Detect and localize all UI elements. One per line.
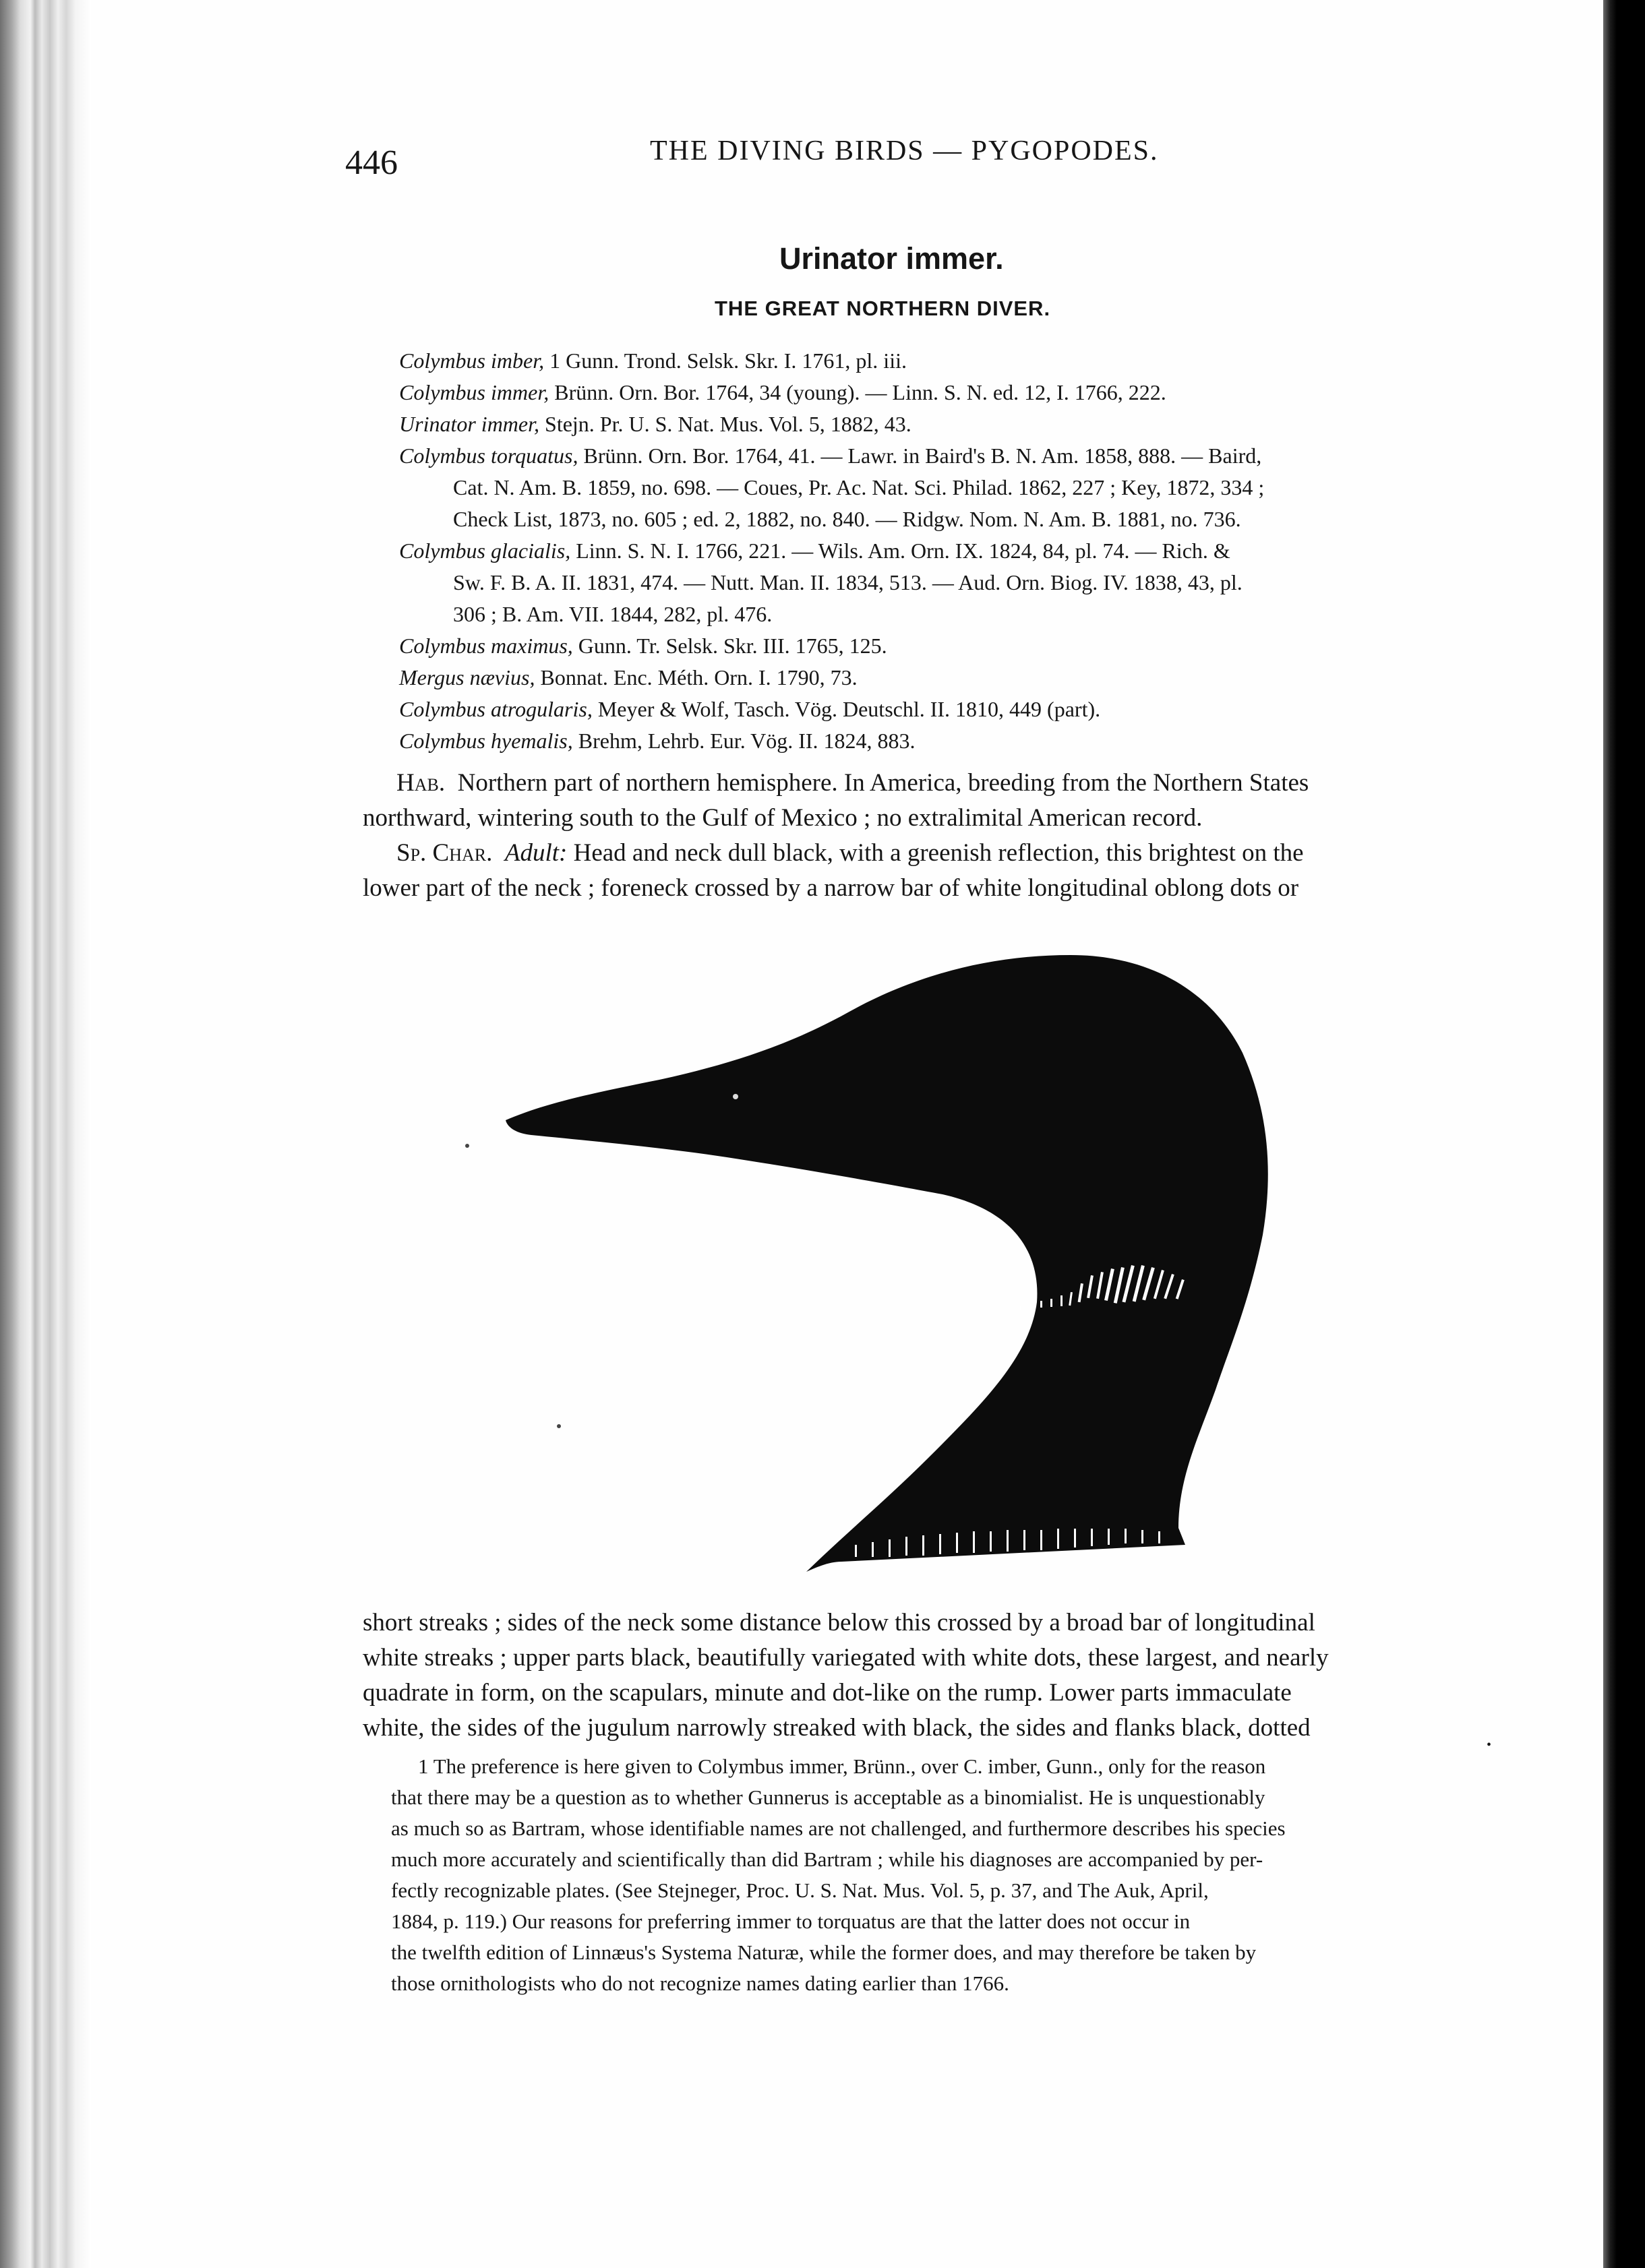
- stray-mark: [557, 1424, 561, 1428]
- characters-sublabel: Adult:: [504, 839, 568, 867]
- footnote-line: the twelfth edition of Linnæus's Systema Naturæ, while the former does, and may therefore be taken by: [391, 1940, 1257, 1964]
- synonymy-entry: Urinator immer, Stejn. Pr. U. S. Nat. Mus. Vol. 5, 1882, 43.: [399, 412, 911, 436]
- characters-line: white, the sides of the jugulum narrowly streaked with black, the sides and flanks black, dotted: [363, 1714, 1311, 1742]
- characters-label: Sp. Char.: [396, 839, 493, 867]
- loon-head-illustration: [504, 952, 1367, 1572]
- footnote-line: 1 The preference is here given to Colymbus immer, Brünn., over C. imber, Gunn., only for the reason: [418, 1754, 1266, 1778]
- synonymy-continuation: Check List, 1873, no. 605 ; ed. 2, 1882, no. 840. — Ridgw. Nom. N. Am. B. 1881, no. 736.: [453, 507, 1241, 531]
- synonymy-entry: Colymbus hyemalis, Brehm, Lehrb. Eur. Vög. II. 1824, 883.: [399, 729, 916, 753]
- species-scientific-name: Urinator immer.: [779, 241, 1004, 276]
- synonymy-entry: Colymbus maximus, Gunn. Tr. Selsk. Skr. III. 1765, 125.: [399, 634, 887, 658]
- stray-mark: •: [1487, 1738, 1492, 1752]
- running-head: THE DIVING BIRDS — PYGOPODES.: [650, 135, 1159, 166]
- footnote-line: much more accurately and scientifically than did Bartram ; while his diagnoses are accompanied by per-: [391, 1847, 1263, 1871]
- footnote-line: that there may be a question as to whether Gunnerus is acceptable as a binomialist. He is unquestionably: [391, 1785, 1265, 1809]
- synonymy-continuation: Sw. F. B. A. II. 1831, 474. — Nutt. Man. II. 1834, 513. — Aud. Orn. Biog. IV. 1838, 43, pl.: [453, 570, 1243, 594]
- footnote-line: 1884, p. 119.) Our reasons for preferring immer to torquatus are that the latter does not occur in: [391, 1909, 1191, 1933]
- characters-line: Sp. Char. Adult: Head and neck dull black, with a greenish reflection, this brightest on the: [396, 839, 1304, 867]
- synonymy-continuation: 306 ; B. Am. VII. 1844, 282, pl. 476.: [453, 602, 773, 626]
- characters-continuation: [363, 1605, 1482, 1746]
- synonymy-entry: Mergus nævius, Bonnat. Enc. Méth. Orn. I. 1790, 73.: [399, 665, 858, 689]
- footnote-line: those ornithologists who do not recognize names dating earlier than 1766.: [391, 1971, 1009, 1995]
- synonymy-entry: Colymbus torquatus, Brünn. Orn. Bor. 1764, 41. — Lawr. in Baird's B. N. Am. 1858, 888. — Baird,: [399, 443, 1262, 468]
- footnote-line: as much so as Bartram, whose identifiable names are not challenged, and furthermore describes his species: [391, 1816, 1286, 1840]
- synonymy-entry: Colymbus glacialis, Linn. S. N. I. 1766, 221. — Wils. Am. Orn. IX. 1824, 84, pl. 74. — Rich. &: [399, 539, 1230, 563]
- habitat-line: Hab. Northern part of northern hemisphere. In America, breeding from the Northern States: [396, 769, 1309, 797]
- synonymy-entry: Colymbus immer, Brünn. Orn. Bor. 1764, 34 (young). — Linn. S. N. ed. 12, I. 1766, 222.: [399, 380, 1166, 404]
- stray-mark: [465, 1144, 469, 1148]
- species-common-name: THE GREAT NORTHERN DIVER.: [715, 297, 1051, 320]
- habitat-paragraph: [363, 766, 1482, 906]
- footnote-line: fectly recognizable plates. (See Stejneger, Proc. U. S. Nat. Mus. Vol. 5, p. 37, and The Auk, April,: [391, 1878, 1209, 1902]
- book-binding-edge: [0, 0, 91, 2268]
- scan-dark-margin: [1603, 0, 1645, 2268]
- synonymy-continuation: Cat. N. Am. B. 1859, no. 698. — Coues, Pr. Ac. Nat. Sci. Philad. 1862, 227 ; Key, 1872, 334 ;: [453, 475, 1265, 499]
- characters-line: quadrate in form, on the scapulars, minute and dot-like on the rump. Lower parts immaculate: [363, 1679, 1292, 1707]
- habitat-line: northward, wintering south to the Gulf of Mexico ; no extralimital American record.: [363, 804, 1203, 832]
- synonymy-list: [399, 345, 1478, 757]
- synonymy-entry: Colymbus atrogularis, Meyer & Wolf, Tasch. Vög. Deutschl. II. 1810, 449 (part).: [399, 697, 1101, 721]
- eye-highlight: [733, 1094, 738, 1099]
- loon-head-silhouette: [506, 955, 1268, 1572]
- habitat-label: Hab.: [396, 769, 446, 797]
- characters-line: short streaks ; sides of the neck some distance below this crossed by a broad bar of longitudinal: [363, 1609, 1315, 1636]
- characters-line: lower part of the neck ; foreneck crossed by a narrow bar of white longitudinal oblong dots or: [363, 874, 1299, 902]
- footnote: [391, 1751, 1497, 1999]
- characters-line: white streaks ; upper parts black, beautifully variegated with white dots, these largest, and nearly: [363, 1644, 1329, 1672]
- page-number: 446: [345, 144, 398, 182]
- synonymy-entry: Colymbus imber, 1 Gunn. Trond. Selsk. Skr. I. 1761, pl. iii.: [399, 348, 907, 373]
